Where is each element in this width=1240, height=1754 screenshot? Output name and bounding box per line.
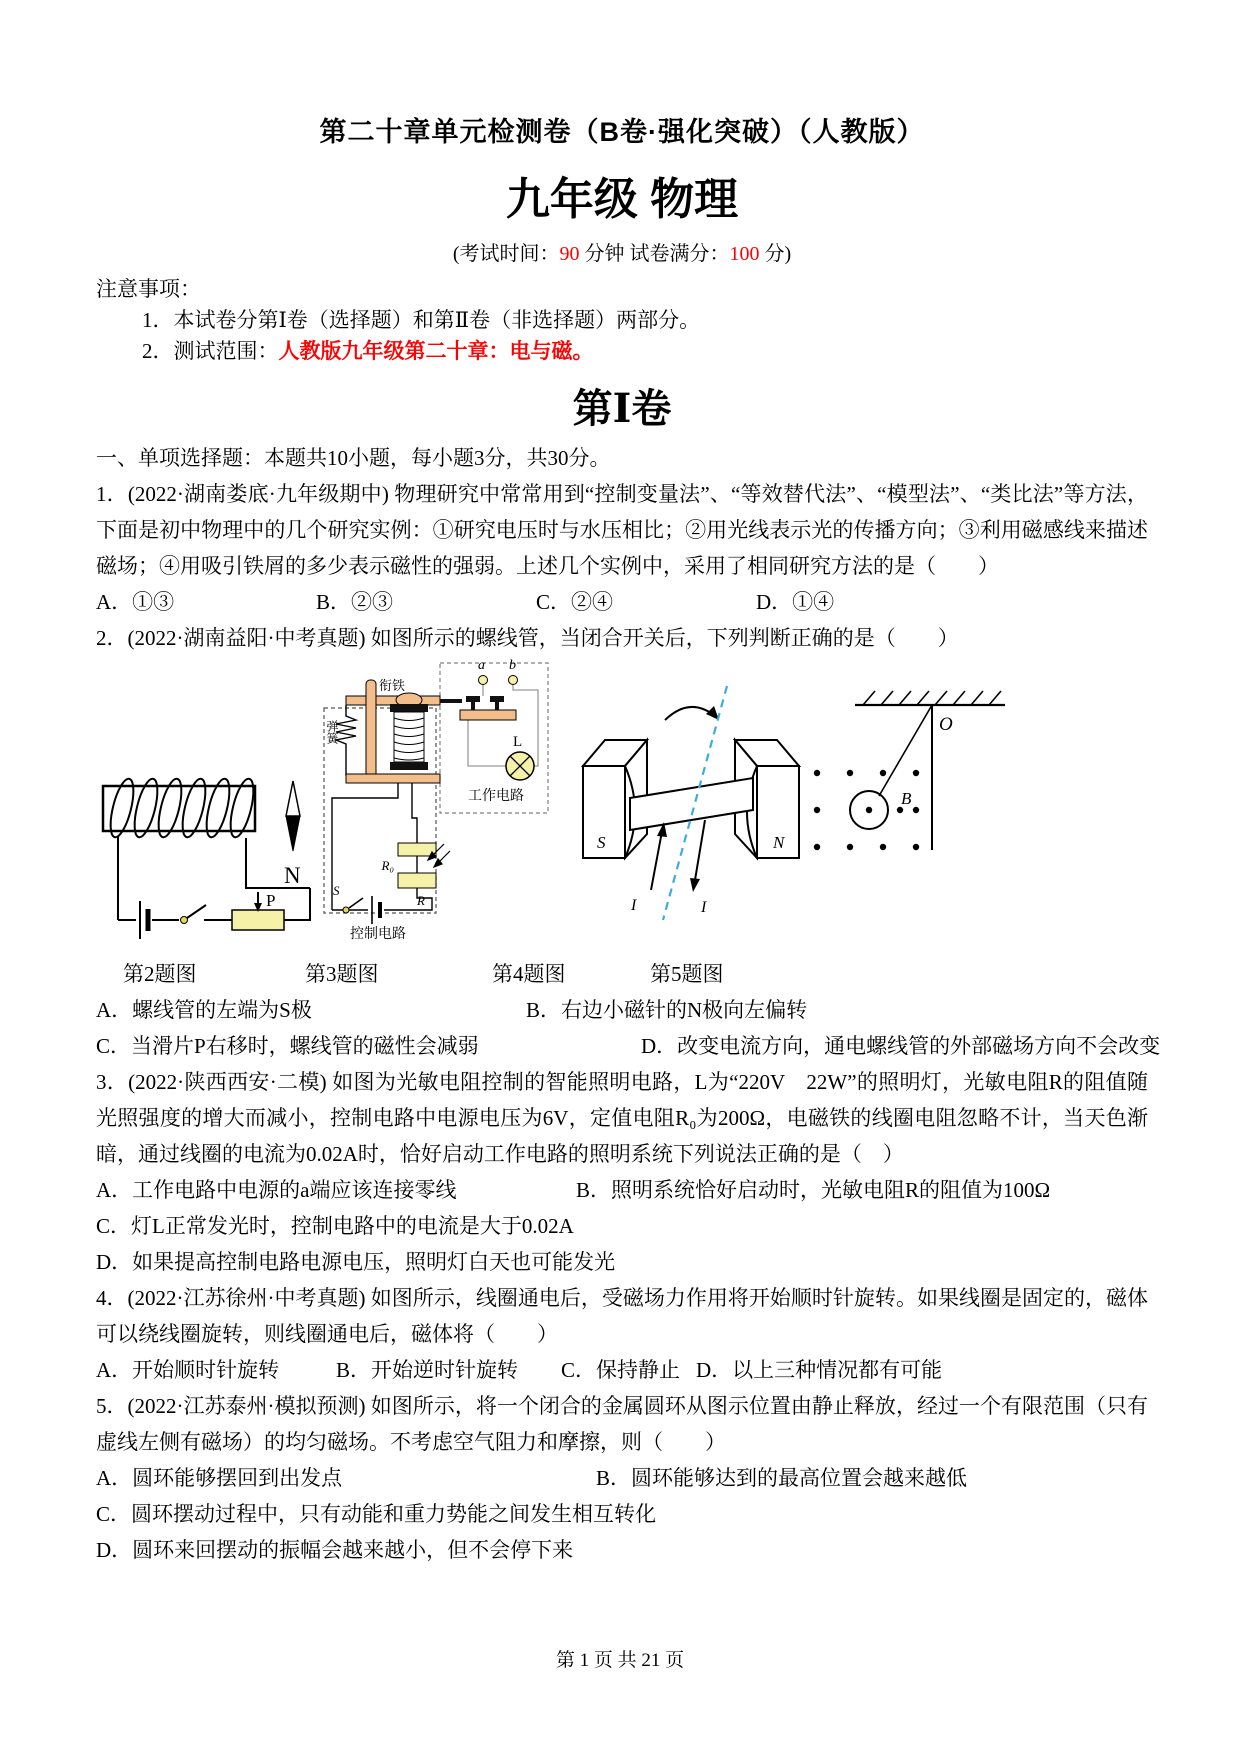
current-label-right: I bbox=[701, 899, 707, 916]
section-title: 第Ⅰ卷 bbox=[572, 386, 672, 431]
armature-rod bbox=[440, 699, 462, 703]
caption-fig5: 第5题图 bbox=[650, 962, 724, 986]
terminal-b bbox=[509, 676, 518, 685]
fixed-resistor-r0 bbox=[398, 843, 436, 856]
q1-option-d: D．①④ bbox=[756, 590, 835, 614]
q4-option-c: C．保持静止 bbox=[561, 1358, 681, 1382]
spring-label: 弹簧 bbox=[325, 720, 339, 744]
exam-info-suffix: 分) bbox=[759, 243, 792, 265]
q2-option-d: D．改变电流方向，通电螺线管的外部磁场方向不会改变 bbox=[641, 1034, 1161, 1058]
notes-block bbox=[96, 274, 1148, 367]
q1-option-b: B．②③ bbox=[316, 590, 394, 614]
q2-stem: 2．(2022·湖南益阳·中考真题) 如图所示的螺线管，当闭合开关后，下列判断正确的是（ ） bbox=[96, 626, 959, 650]
q4-options bbox=[96, 1352, 1148, 1388]
terminal-b-label: b bbox=[509, 658, 516, 673]
control-switch-label: S bbox=[333, 883, 340, 898]
note-2-label: 2．测试范围： bbox=[142, 339, 279, 363]
current-arrow-down bbox=[690, 878, 700, 892]
slider-label: P bbox=[266, 891, 276, 910]
exam-time: 90 bbox=[559, 243, 580, 265]
relay-base-bar bbox=[346, 774, 440, 783]
current-label-left: I bbox=[631, 897, 637, 914]
r-label: R bbox=[417, 893, 425, 908]
figure-captions bbox=[96, 958, 1148, 992]
q4-option-d: D．以上三种情况都有可能 bbox=[696, 1358, 943, 1382]
field-dots bbox=[814, 770, 919, 850]
work-circuit-label: 工作电路 bbox=[468, 789, 524, 804]
q1-option-a: A．①③ bbox=[96, 590, 175, 614]
lamp-label: L bbox=[513, 734, 523, 750]
q3-option-d-row bbox=[96, 1244, 1148, 1280]
q5-option-d: D．圆环来回摆动的振幅会越来越小，但不会停下来 bbox=[96, 1538, 574, 1562]
q5-option-c-row bbox=[96, 1496, 1148, 1532]
exam-info-mid: 分钟 试卷满分： bbox=[579, 243, 730, 265]
ceiling-hatch bbox=[863, 691, 1001, 705]
note-2-scope: 人教版九年级第二十章：电与磁。 bbox=[278, 339, 594, 363]
section-intro: 一、单项选择题：本题共10小题，每小题3分，共30分。 bbox=[96, 446, 611, 470]
switch-lever bbox=[187, 905, 206, 918]
note-item-1: 1．本试卷分第Ⅰ卷（选择题）和第Ⅱ卷（非选择题）两部分。 bbox=[142, 308, 701, 332]
contact-screw-2-stem bbox=[495, 702, 499, 710]
contact-base bbox=[460, 710, 516, 720]
figure-q4-motor bbox=[575, 658, 805, 958]
q3-options-ab bbox=[96, 1172, 1148, 1208]
r0-label: R₀ bbox=[381, 858, 394, 873]
electromagnet-cap-bottom bbox=[390, 762, 428, 770]
q4-stem: 4．(2022·江苏徐州·中考真题) 如图所示，线圈通电后，受磁场力作用将开始顺时针旋转。如果线圈是固定的，磁体可以绕线圈旋转，则线圈通电后，磁体将（ ） bbox=[96, 1286, 1148, 1346]
control-switch-pivot bbox=[343, 907, 349, 913]
q3-option-b: B．照明系统恰好启动时，光敏电阻R的阻值为100Ω bbox=[576, 1178, 1051, 1202]
exam-info-prefix: (考试时间： bbox=[452, 243, 560, 265]
terminal-a-label: a bbox=[478, 658, 485, 673]
q5-option-b: B．圆环能够达到的最高位置会越来越低 bbox=[596, 1466, 968, 1490]
q2-option-b: B．右边小磁针的N极向左偏转 bbox=[526, 998, 808, 1022]
q3-stem: 3．(2022·陕西西安·二模) 如图为光敏电阻控制的智能照明电路，L为“220V 22W”的照明灯，光敏电阻R的阻值随光照强度的增大而减小，控制电路中电源电压为6V，定值电阻R₀为200Ω，电磁铁的线圈电阻忽略不计，当天色渐暗，通过线圈的电流为0.02A时，恰好启动工作电路的照明系统下列说法正确的是（ ） bbox=[96, 1070, 1148, 1166]
armature-label: 衔铁 bbox=[378, 678, 406, 693]
page-title: 第二十章单元检测卷（B卷·强化突破）（人教版） bbox=[319, 117, 925, 147]
question-figures bbox=[96, 658, 1148, 958]
control-circuit-label: 控制电路 bbox=[350, 927, 406, 942]
q5-stem: 5．(2022·江苏泰州·模拟预测) 如图所示，将一个闭合的金属圆环从图示位置由静止释放，经过一个有限范围（只有虚线左侧有磁场）的均匀磁场。不考虑空气阻力和摩擦，则（ ） bbox=[96, 1394, 1148, 1454]
terminal-a bbox=[479, 676, 488, 685]
q3-option-c-row bbox=[96, 1208, 1148, 1244]
relay-post bbox=[366, 680, 376, 782]
caption-fig3: 第3题图 bbox=[305, 962, 379, 986]
q1-stem: 1．(2022·湖南娄底·九年级期中) 物理研究中常常用到“控制变量法”、“等效替代法”、“模型法”、“类比法”等方法，下面是初中物理中的几个研究实例：①研究电压时与水压相比；②用光线表示光的传播方向；③利用磁感线来描述磁场；④用吸引铁屑的多少表示磁性的强弱。上述几个实例中，采用了相同研究方法的是（ ） bbox=[96, 482, 1148, 578]
photoresistor-r bbox=[398, 873, 436, 888]
circuit-wires bbox=[118, 836, 310, 920]
q5-options-ab bbox=[96, 1460, 1148, 1496]
q1-option-c: C．②④ bbox=[536, 590, 614, 614]
exam-score: 100 bbox=[729, 243, 760, 265]
contact-screw-2 bbox=[490, 696, 504, 702]
q3-option-d: D．如果提高控制电路电源电压，照明灯白天也可能发光 bbox=[96, 1250, 616, 1274]
armature-bar bbox=[346, 696, 440, 705]
q3-option-c: C．灯L正常发光时，控制电路中的电流是大于0.02A bbox=[96, 1214, 574, 1238]
contact-screw-1 bbox=[466, 696, 480, 702]
rotation-arrowhead bbox=[706, 706, 719, 720]
figure-q2-solenoid bbox=[100, 658, 320, 958]
rheostat-body bbox=[232, 910, 284, 930]
q3-option-a: A．工作电路中电源的a端应该连接零线 bbox=[96, 1178, 457, 1202]
q2-option-c: C．当滑片P右移时，螺线管的磁性会减弱 bbox=[96, 1034, 479, 1058]
q4-option-a: A．开始顺时针旋转 bbox=[96, 1358, 280, 1382]
q2-options-cd bbox=[96, 1028, 1161, 1064]
pendulum-string bbox=[879, 705, 932, 796]
control-switch-lever bbox=[349, 898, 363, 908]
contact-screw-1-stem bbox=[471, 702, 475, 710]
exam-info bbox=[96, 237, 1148, 266]
switch-pivot bbox=[181, 917, 188, 924]
caption-fig2: 第2题图 bbox=[123, 962, 197, 986]
electromagnet-cap-top bbox=[390, 704, 428, 712]
q2-options-ab bbox=[96, 992, 1148, 1028]
compass-needle-north-half bbox=[286, 781, 300, 816]
pivot-label: O bbox=[939, 714, 953, 735]
q2-option-a: A．螺线管的左端为S极 bbox=[96, 998, 312, 1022]
compass-needle-south-half bbox=[286, 816, 300, 851]
figure-q3-relay bbox=[320, 658, 555, 958]
page-subtitle: 九年级 物理 bbox=[505, 175, 739, 224]
note-item-2 bbox=[96, 336, 1148, 367]
figure-q5-pendulum bbox=[805, 658, 1010, 958]
page-footer: 第 1 页 共 21 页 bbox=[555, 1650, 685, 1671]
caption-fig4: 第4题图 bbox=[492, 962, 566, 986]
field-label: B bbox=[901, 789, 912, 808]
notes-heading: 注意事项： bbox=[96, 277, 201, 301]
q5-option-c: C．圆环摆动过程中，只有动能和重力势能之间发生相互转化 bbox=[96, 1502, 657, 1526]
spring bbox=[336, 705, 356, 776]
q5-option-a: A．圆环能够摆回到出发点 bbox=[96, 1466, 343, 1490]
q4-option-b: B．开始逆时针旋转 bbox=[336, 1358, 519, 1382]
compass-label: N bbox=[284, 863, 301, 888]
q1-options bbox=[96, 584, 1148, 620]
left-pole-label: S bbox=[597, 833, 606, 852]
coil-lead-right bbox=[694, 820, 705, 886]
right-pole-label: N bbox=[773, 833, 785, 852]
q5-option-d-row bbox=[96, 1532, 1148, 1568]
